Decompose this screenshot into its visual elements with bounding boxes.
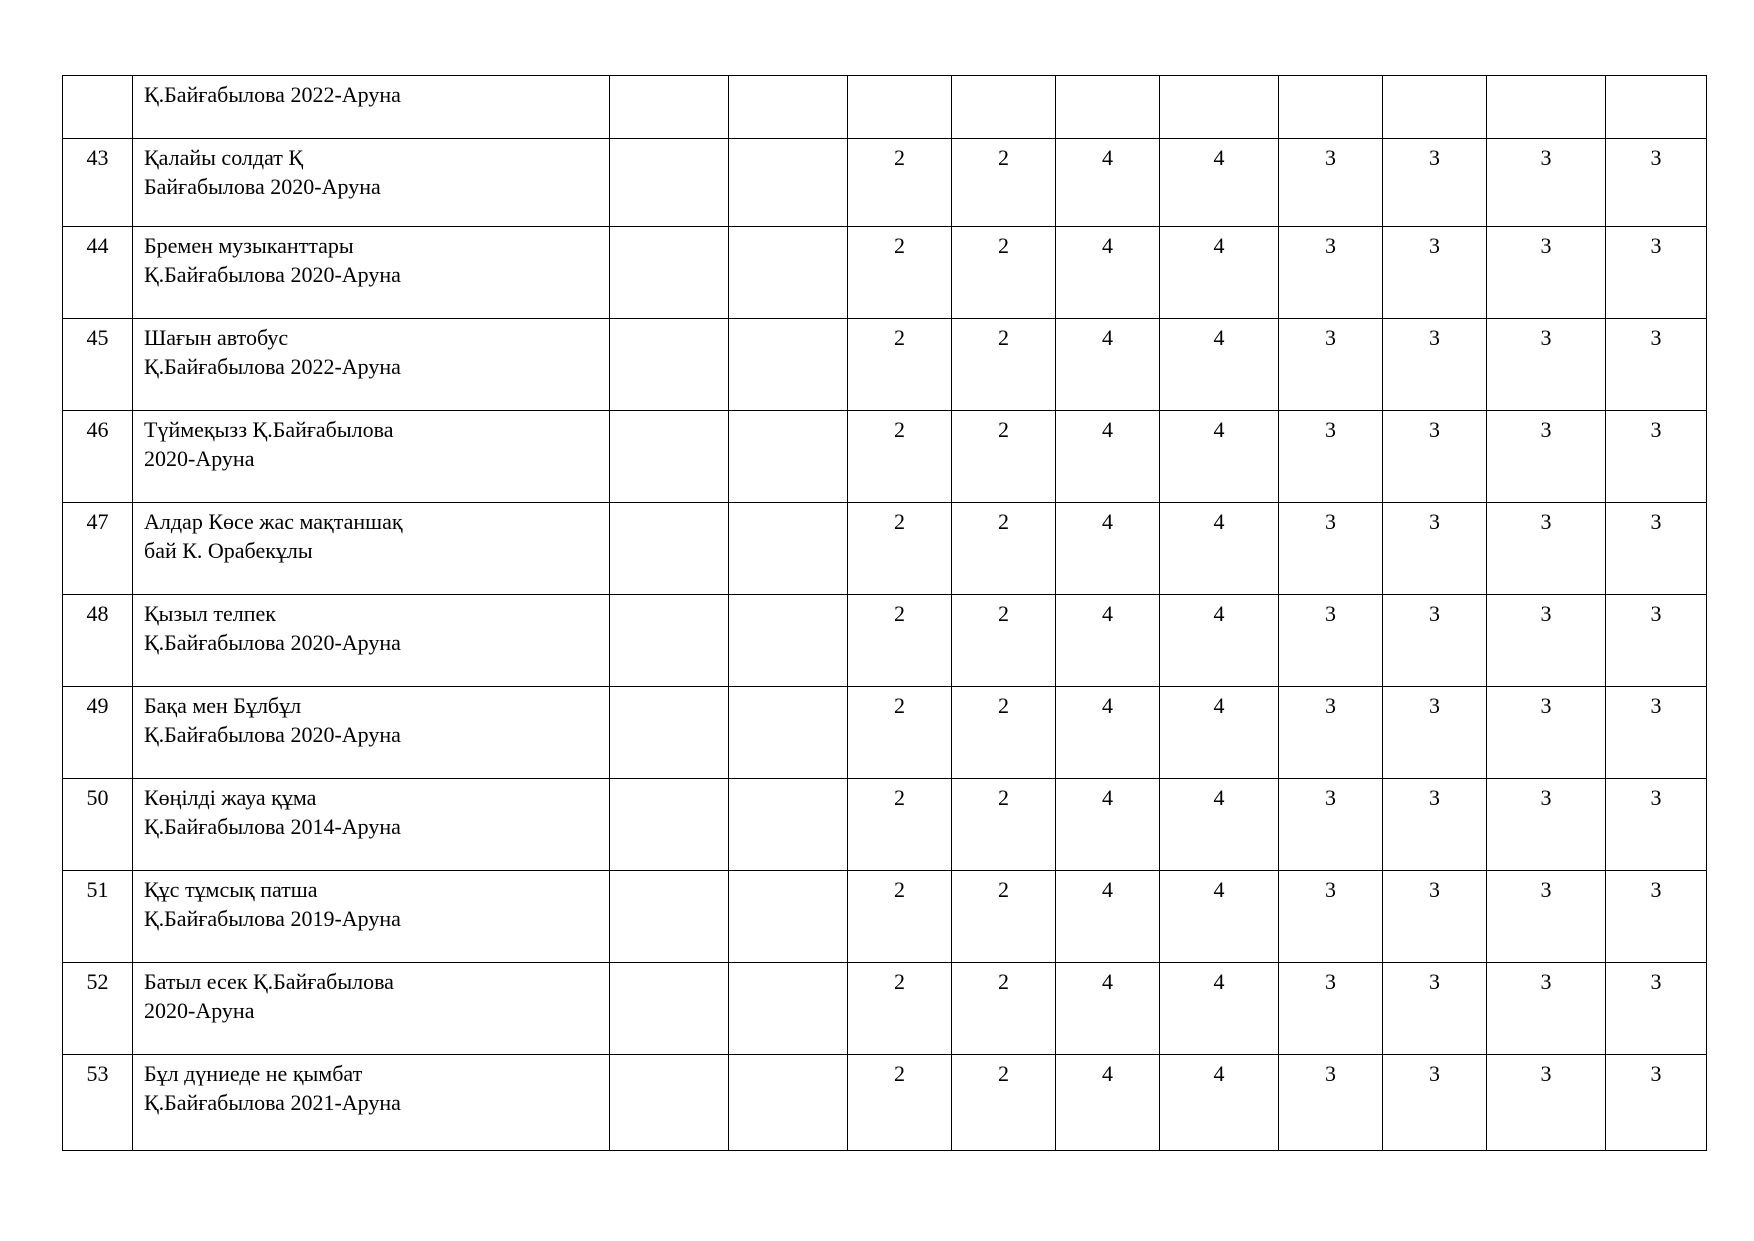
score-cell: 3 — [1606, 1055, 1707, 1151]
book-title-line: Қ.Байғабылова 2019-Аруна — [144, 906, 401, 931]
score-cell: 3 — [1383, 963, 1487, 1055]
book-title-line: Қалайы солдат Қ — [144, 145, 304, 170]
score-cell: 3 — [1487, 319, 1606, 411]
score-cell: 4 — [1056, 319, 1160, 411]
score-cell: 2 — [848, 139, 952, 227]
empty-cell — [610, 1055, 729, 1151]
score-cell: 4 — [1056, 687, 1160, 779]
row-number-cell: 43 — [63, 139, 133, 227]
empty-cell — [729, 779, 848, 871]
book-title-line: бай К. Орабекұлы — [144, 538, 313, 563]
empty-cell — [610, 963, 729, 1055]
row-number-cell: 47 — [63, 503, 133, 595]
score-cell: 4 — [1056, 779, 1160, 871]
row-number-cell — [63, 76, 133, 139]
empty-cell — [729, 687, 848, 779]
empty-cell — [729, 595, 848, 687]
empty-cell — [610, 503, 729, 595]
score-cell: 3 — [1383, 503, 1487, 595]
score-cell — [1487, 76, 1606, 139]
score-cell: 2 — [848, 963, 952, 1055]
score-cell: 3 — [1383, 319, 1487, 411]
row-number-cell: 48 — [63, 595, 133, 687]
score-cell: 3 — [1487, 963, 1606, 1055]
table-row — [63, 1055, 1707, 1151]
score-cell: 3 — [1383, 1055, 1487, 1151]
score-cell: 3 — [1279, 1055, 1383, 1151]
book-title-line: Түймеқызз Қ.Байғабылова — [144, 417, 394, 442]
score-cell: 2 — [848, 1055, 952, 1151]
score-cell: 2 — [952, 411, 1056, 503]
book-title-cell — [133, 411, 610, 503]
table-row — [63, 139, 1707, 227]
score-cell — [848, 76, 952, 139]
score-cell — [1279, 76, 1383, 139]
score-cell: 4 — [1056, 595, 1160, 687]
score-cell: 4 — [1160, 227, 1279, 319]
score-cell: 4 — [1056, 503, 1160, 595]
book-title-cell — [133, 503, 610, 595]
score-cell: 2 — [848, 871, 952, 963]
score-cell: 3 — [1606, 963, 1707, 1055]
book-table — [62, 75, 1707, 1151]
score-cell: 2 — [952, 319, 1056, 411]
empty-cell — [610, 595, 729, 687]
book-title-cell — [133, 319, 610, 411]
score-cell: 3 — [1606, 139, 1707, 227]
score-cell: 3 — [1279, 139, 1383, 227]
score-cell — [1606, 76, 1707, 139]
score-cell: 4 — [1160, 319, 1279, 411]
score-cell: 4 — [1056, 411, 1160, 503]
score-cell: 3 — [1487, 503, 1606, 595]
score-cell: 3 — [1383, 411, 1487, 503]
empty-cell — [610, 779, 729, 871]
table-row — [63, 779, 1707, 871]
empty-cell — [610, 76, 729, 139]
score-cell: 3 — [1487, 687, 1606, 779]
empty-cell — [610, 139, 729, 227]
book-title-cell — [133, 963, 610, 1055]
empty-cell — [729, 139, 848, 227]
book-title-cell — [133, 139, 610, 227]
score-cell — [952, 76, 1056, 139]
empty-cell — [729, 411, 848, 503]
score-cell: 4 — [1160, 503, 1279, 595]
table-row — [63, 76, 1707, 139]
score-cell: 2 — [952, 871, 1056, 963]
score-cell — [1056, 76, 1160, 139]
score-cell: 4 — [1160, 687, 1279, 779]
book-title-cell — [133, 76, 610, 139]
empty-cell — [729, 227, 848, 319]
book-title-line: Бақа мен Бұлбұл — [144, 693, 302, 718]
empty-cell — [729, 963, 848, 1055]
score-cell: 3 — [1487, 779, 1606, 871]
score-cell: 3 — [1606, 319, 1707, 411]
empty-cell — [610, 319, 729, 411]
empty-cell — [610, 227, 729, 319]
score-cell: 3 — [1279, 871, 1383, 963]
score-cell: 3 — [1383, 227, 1487, 319]
empty-cell — [729, 76, 848, 139]
empty-cell — [729, 503, 848, 595]
score-cell: 3 — [1279, 227, 1383, 319]
table-row — [63, 227, 1707, 319]
book-title-cell — [133, 1055, 610, 1151]
book-title-line: Көңілді жауа құма — [144, 785, 317, 810]
score-cell: 3 — [1606, 227, 1707, 319]
book-title-line: Қ.Байғабылова 2020-Аруна — [144, 722, 401, 747]
score-cell: 4 — [1056, 963, 1160, 1055]
score-cell: 3 — [1487, 227, 1606, 319]
book-title-cell — [133, 227, 610, 319]
table-row — [63, 595, 1707, 687]
book-title-cell — [133, 871, 610, 963]
book-title-line: Шағын автобус — [144, 325, 289, 350]
score-cell — [1160, 76, 1279, 139]
row-number-cell: 52 — [63, 963, 133, 1055]
score-cell: 3 — [1279, 503, 1383, 595]
score-cell: 3 — [1487, 139, 1606, 227]
score-cell: 3 — [1487, 595, 1606, 687]
score-cell: 2 — [848, 227, 952, 319]
book-title-cell — [133, 687, 610, 779]
book-title-cell — [133, 595, 610, 687]
score-cell: 3 — [1606, 779, 1707, 871]
table-row — [63, 871, 1707, 963]
score-cell: 3 — [1279, 411, 1383, 503]
score-cell: 3 — [1606, 503, 1707, 595]
score-cell: 4 — [1160, 139, 1279, 227]
score-cell: 3 — [1279, 319, 1383, 411]
score-cell: 2 — [952, 687, 1056, 779]
score-cell: 4 — [1056, 871, 1160, 963]
empty-cell — [610, 871, 729, 963]
table-row — [63, 319, 1707, 411]
score-cell: 3 — [1487, 871, 1606, 963]
table-row — [63, 411, 1707, 503]
score-cell: 3 — [1279, 595, 1383, 687]
score-cell: 3 — [1279, 963, 1383, 1055]
score-cell: 3 — [1606, 411, 1707, 503]
score-cell: 3 — [1383, 779, 1487, 871]
table-row — [63, 503, 1707, 595]
row-number-cell: 45 — [63, 319, 133, 411]
score-cell: 4 — [1160, 595, 1279, 687]
score-cell: 3 — [1606, 595, 1707, 687]
score-cell: 3 — [1383, 595, 1487, 687]
row-number-cell: 50 — [63, 779, 133, 871]
empty-cell — [729, 319, 848, 411]
book-title-line: Байғабылова 2020-Аруна — [144, 174, 381, 199]
row-number-cell: 51 — [63, 871, 133, 963]
score-cell: 3 — [1383, 871, 1487, 963]
score-cell: 2 — [848, 319, 952, 411]
score-cell: 4 — [1056, 227, 1160, 319]
score-cell: 3 — [1487, 1055, 1606, 1151]
score-cell: 3 — [1383, 139, 1487, 227]
book-title-line: Қ.Байғабылова 2021-Аруна — [144, 1090, 401, 1115]
book-title-cell — [133, 779, 610, 871]
empty-cell — [610, 411, 729, 503]
score-cell: 2 — [952, 779, 1056, 871]
score-cell: 3 — [1279, 779, 1383, 871]
book-title-line: Қ.Байғабылова 2014-Аруна — [144, 814, 401, 839]
row-number-cell: 44 — [63, 227, 133, 319]
score-cell: 3 — [1487, 411, 1606, 503]
book-title-line: Құс тұмсық патша — [144, 877, 318, 902]
empty-cell — [729, 1055, 848, 1151]
book-title-line: 2020-Аруна — [144, 998, 255, 1023]
score-cell: 4 — [1160, 779, 1279, 871]
score-cell: 2 — [952, 963, 1056, 1055]
book-title-line: Бұл дүниеде не қымбат — [144, 1061, 363, 1086]
score-cell: 2 — [848, 687, 952, 779]
score-cell: 3 — [1606, 871, 1707, 963]
score-cell: 4 — [1160, 963, 1279, 1055]
score-cell: 3 — [1606, 687, 1707, 779]
empty-cell — [729, 871, 848, 963]
score-cell: 2 — [848, 595, 952, 687]
book-title-line: Бремен музыканттары — [144, 233, 354, 258]
row-number-cell: 49 — [63, 687, 133, 779]
score-cell: 3 — [1383, 687, 1487, 779]
empty-cell — [610, 687, 729, 779]
score-cell: 2 — [848, 779, 952, 871]
table-body — [63, 76, 1707, 1151]
book-title-line: Алдар Көсе жас мақтаншақ — [144, 509, 403, 534]
book-title-line: Қызыл телпек — [144, 601, 276, 626]
table-row — [63, 687, 1707, 779]
score-cell: 4 — [1056, 139, 1160, 227]
score-cell: 2 — [952, 503, 1056, 595]
score-cell: 4 — [1160, 1055, 1279, 1151]
score-cell — [1383, 76, 1487, 139]
book-title-line: 2020-Аруна — [144, 446, 255, 471]
book-title-line: Батыл есек Қ.Байғабылова — [144, 969, 394, 994]
score-cell: 4 — [1160, 871, 1279, 963]
row-number-cell: 46 — [63, 411, 133, 503]
row-number-cell: 53 — [63, 1055, 133, 1151]
score-cell: 2 — [952, 595, 1056, 687]
score-cell: 2 — [848, 411, 952, 503]
book-title-line: Қ.Байғабылова 2022-Аруна — [144, 82, 401, 107]
book-title-line: Қ.Байғабылова 2020-Аруна — [144, 630, 401, 655]
score-cell: 4 — [1160, 411, 1279, 503]
score-cell: 2 — [848, 503, 952, 595]
score-cell: 2 — [952, 139, 1056, 227]
score-cell: 3 — [1279, 687, 1383, 779]
book-title-line: Қ.Байғабылова 2020-Аруна — [144, 262, 401, 287]
score-cell: 2 — [952, 227, 1056, 319]
book-title-line: Қ.Байғабылова 2022-Аруна — [144, 354, 401, 379]
score-cell: 2 — [952, 1055, 1056, 1151]
table-row — [63, 963, 1707, 1055]
score-cell: 4 — [1056, 1055, 1160, 1151]
